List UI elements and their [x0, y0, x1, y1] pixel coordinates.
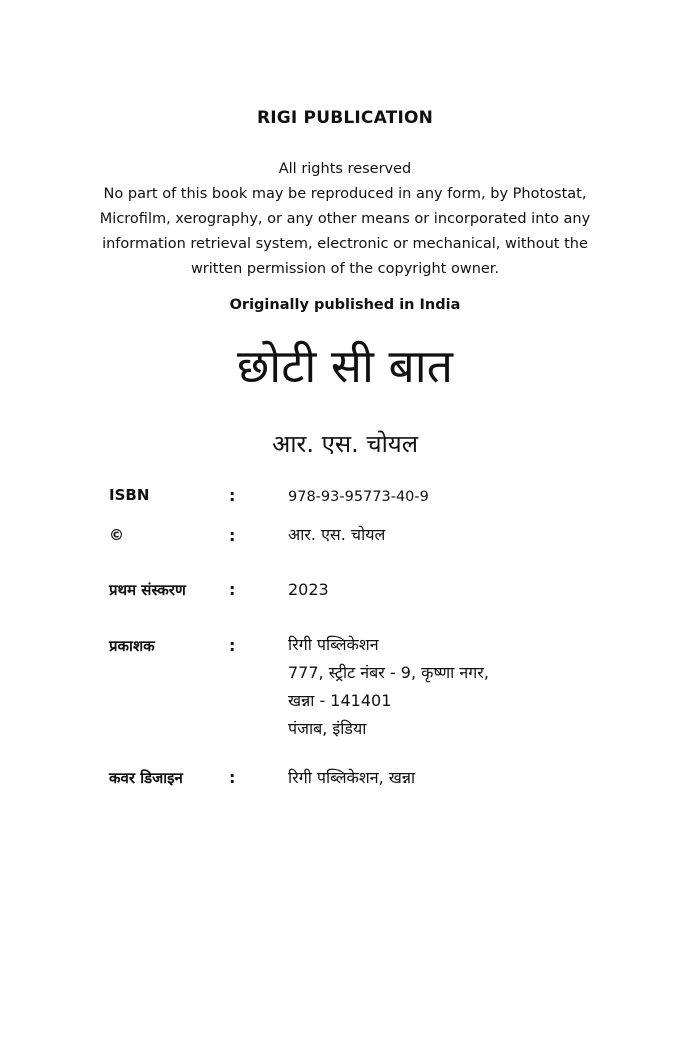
- isbn-value: 978-93-95773-40-9: [288, 489, 429, 505]
- rights-line: Microfilm, xerography, or any other means or incorporated into any: [99, 211, 591, 227]
- publisher-address: [288, 631, 489, 743]
- rights-line: information retrieval system, electronic or mechanical, without the: [102, 236, 588, 252]
- rights-heading: All rights reserved: [278, 161, 412, 177]
- publisher-address-line: 777, स्ट्रीट नंबर - 9, कृष्णा नगर,: [288, 663, 489, 682]
- publisher-address-line: खन्ना - 141401: [288, 691, 392, 710]
- edition-colon: :: [229, 580, 236, 599]
- edition-value: 2023: [288, 580, 329, 599]
- copyright-colon: :: [229, 526, 236, 545]
- copyright-value: आर. एस. चोयल: [288, 525, 386, 544]
- book-author: आर. एस. चोयल: [271, 430, 418, 458]
- cover-colon: :: [229, 768, 236, 787]
- publisher-label: प्रकाशक: [109, 637, 155, 655]
- publisher-name: RIGI PUBLICATION: [256, 108, 434, 128]
- cover-label: कवर डिजाइन: [109, 769, 183, 787]
- rights-notice: [0, 157, 690, 282]
- publisher-colon: :: [229, 636, 236, 655]
- publisher-address-line: पंजाब, इंडिया: [288, 719, 367, 738]
- rights-line: No part of this book may be reproduced in any form, by Photostat,: [103, 186, 587, 202]
- book-title: छोटी सी बात: [237, 339, 453, 393]
- copyright-label: ©: [109, 526, 124, 544]
- publisher-address-line: रिगी पब्लिकेशन: [288, 635, 379, 654]
- origin-note: Originally published in India: [229, 297, 461, 313]
- rights-line: written permission of the copyright owner.: [190, 261, 500, 277]
- isbn-colon: :: [229, 486, 236, 505]
- edition-label: प्रथम संस्करण: [109, 581, 186, 599]
- cover-value: रिगी पब्लिकेशन, खन्ना: [288, 768, 416, 787]
- isbn-label: ISBN: [109, 486, 150, 504]
